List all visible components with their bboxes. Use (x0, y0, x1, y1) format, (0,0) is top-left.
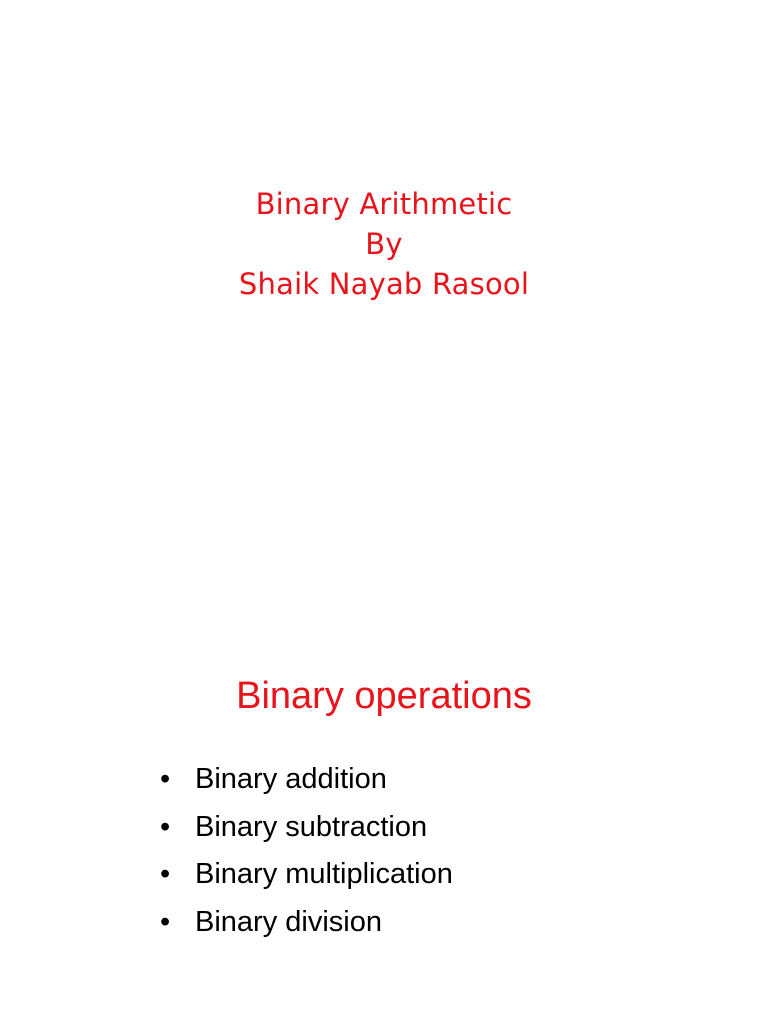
bullet-icon: • (160, 810, 171, 843)
bullet-text: Binary division (195, 905, 382, 938)
title-line-author: Shaik Nayab Rasool (238, 267, 530, 301)
title-line-by: By (365, 227, 403, 261)
bullet-icon: • (160, 858, 171, 891)
list-item (160, 756, 453, 804)
bullet-icon: • (160, 763, 171, 796)
bullet-text: Binary multiplication (195, 858, 453, 891)
bullet-text: Binary subtraction (195, 810, 428, 843)
list-item (160, 804, 453, 852)
list-item (160, 899, 453, 947)
slide-title: Binary operations (236, 675, 532, 717)
bullet-text: Binary addition (195, 763, 387, 796)
list-item (160, 851, 453, 899)
title-text-block (0, 184, 768, 304)
bullet-list (160, 756, 453, 946)
title-line-main: Binary Arithmetic (255, 187, 513, 221)
bullet-icon: • (160, 905, 171, 938)
